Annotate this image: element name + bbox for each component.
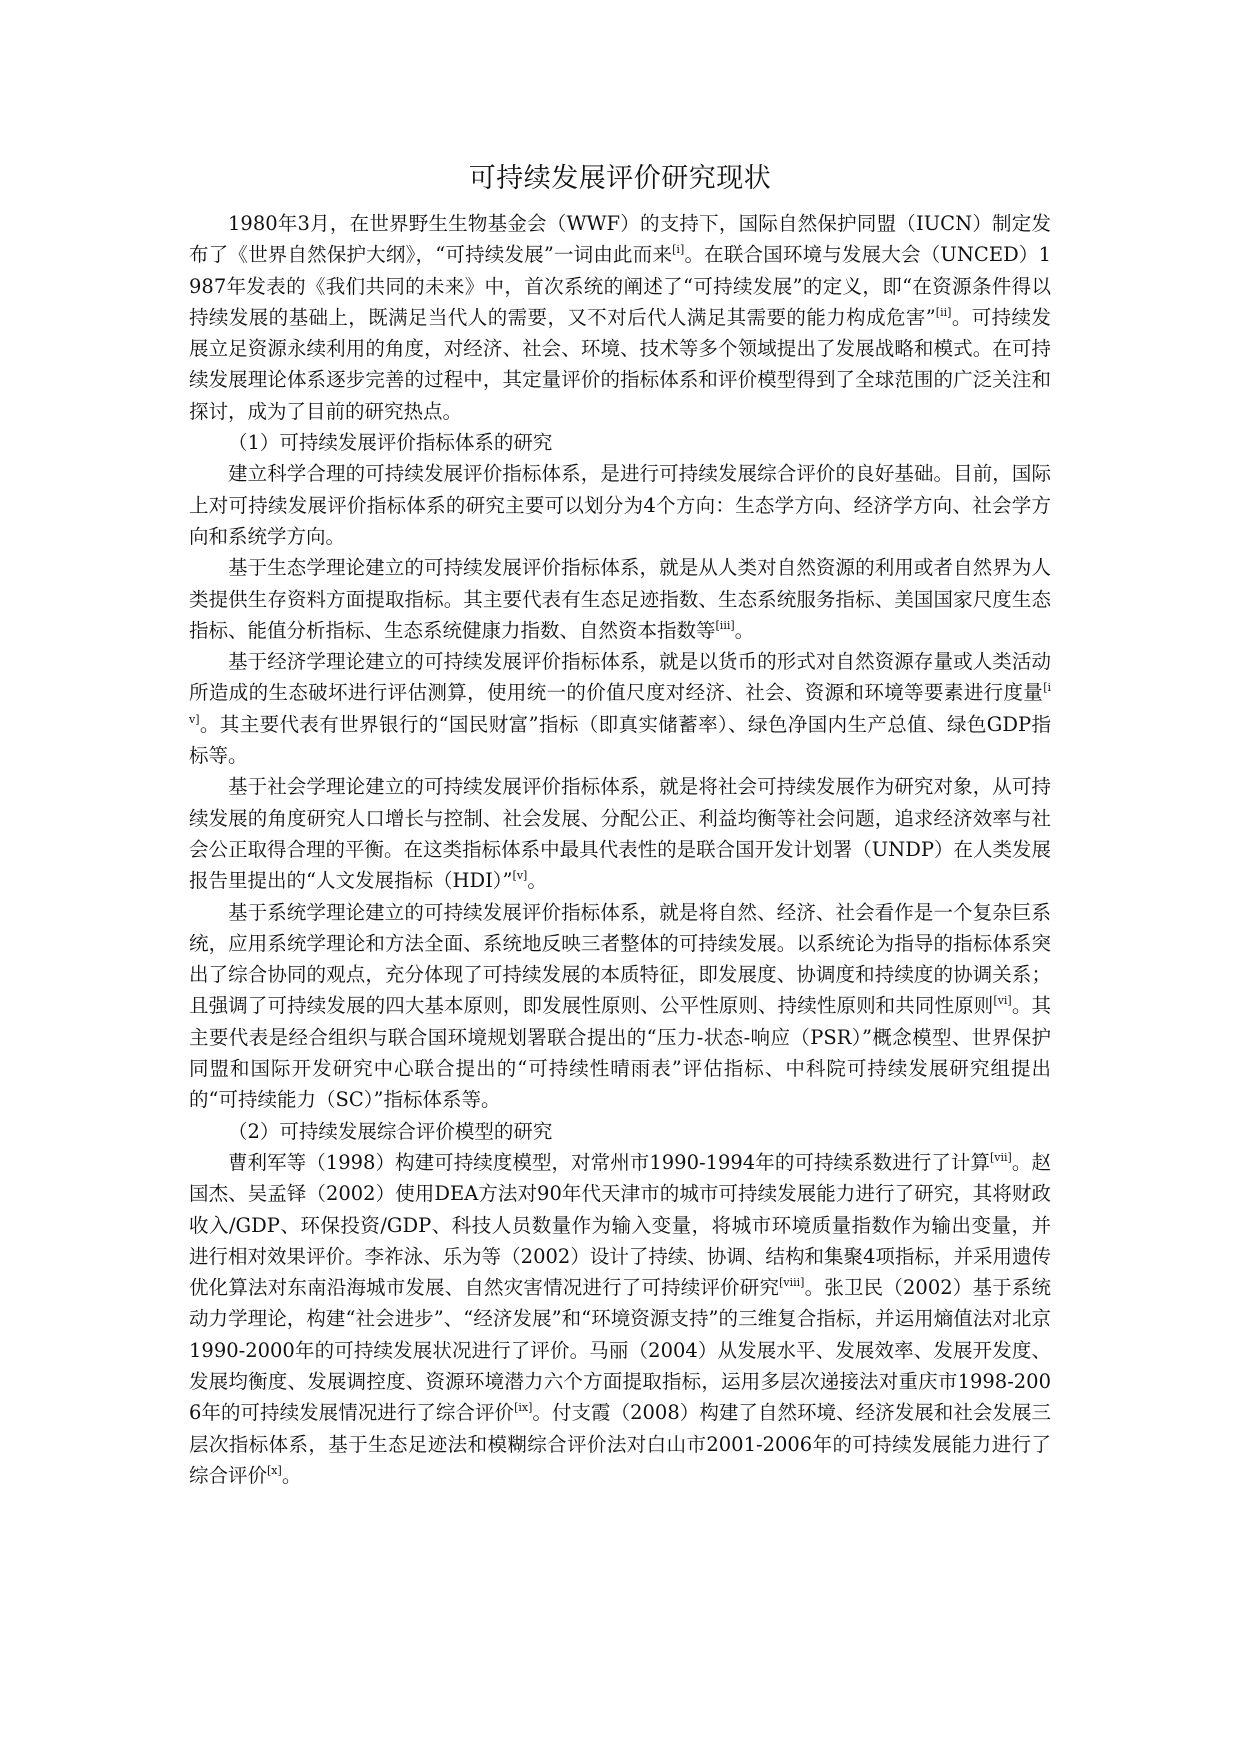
paragraph-text: 。	[281, 1463, 302, 1487]
citation-reference: [ix]	[514, 1401, 533, 1415]
citation-reference: [iii]	[715, 618, 735, 632]
paragraph-text: （2）可持续发展综合评价模型的研究	[228, 1119, 553, 1143]
paragraph-text: 基于生态学理论建立的可持续发展评价指标体系，就是从人类对自然资源的利用或者自然界为人类提供生存资料方面提取指标。其主要代表有生态足迹指数、生态系统服务指标、美国国家尺度生态指标、能值分析指标、生态系统健康力指数、自然资本指数等	[189, 556, 1051, 642]
paragraph-text: 。	[734, 618, 755, 642]
citation-reference: [v]	[512, 868, 528, 882]
document-blocks	[189, 208, 1051, 1491]
paragraph-text: 。	[527, 869, 547, 893]
section-heading	[189, 1116, 1051, 1147]
citation-reference: [viii]	[779, 1275, 805, 1289]
paragraph-text: 基于社会学理论建立的可持续发展评价指标体系，就是将社会可持续发展作为研究对象，从可持续发展的角度研究人口增长与控制、社会发展、分配公正、利益均衡等社会问题，追求经济效率与社会公正取得合理的平衡。在这类指标体系中最具代表性的是联合国开发计划署（UNDP）在人类发展报告里提出的“人文发展指标（HDI）”	[189, 775, 1051, 893]
paragraph-text: 基于系统学理论建立的可持续发展评价指标体系，就是将自然、经济、社会看作是一个复杂巨系统，应用系统学理论和方法全面、系统地反映三者整体的可持续发展。以系统论为指导的指标体系突出了综合协同的观点，充分体现了可持续发展的本质特征，即发展度、协调度和持续度的协调关系；且强调了可持续发展的四大基本原则，即发展性原则、公平性原则、持续性原则和共同性原则	[189, 900, 1051, 1018]
paragraph-text: 1980年3月，在世界野生生物基金会（WWF）的支持下，国际自然保护同盟（IUCN）制定发布了《世界自然保护大纲》，“可持续发展”一词由此而来	[189, 212, 1051, 267]
paragraph-text: 。赵国杰、吴孟铎（2002）使用DEA方法对90年代天津市的城市可持续发展能力进行了研究，其将财政收入/GDP、环保投资/GDP、科技人员数量作为输入变量，将城市环境质量指数作为输出变量，并进行相对效果评价。李祚泳、乐为等（2002）设计了持续、协调、结构和集聚4项指标，并采用遗传优化算法对东南沿海城市发展、自然灾害情况进行了可持续评价研究	[189, 1150, 1051, 1300]
body-paragraph	[189, 552, 1051, 646]
paragraph-text: 建立科学合理的可持续发展评价指标体系，是进行可持续发展综合评价的良好基础。目前，国际上对可持续发展评价指标体系的研究主要可以划分为4个方向：生态学方向、经济学方向、社会学方向和系统学方向。	[189, 462, 1051, 548]
paragraph-text: 。付支霞（2008）构建了自然环境、经济发展和社会发展三层次指标体系，基于生态足迹法和模糊综合评价法对白山市2001-2006年的可持续发展能力进行了综合评价	[189, 1401, 1051, 1487]
citation-reference: [x]	[267, 1463, 282, 1477]
body-paragraph	[189, 771, 1051, 896]
paragraph-text: 。张卫民（2002）基于系统动力学理论，构建“社会进步”、“经济发展”和“环境资源支持”的三维复合指标，并运用熵值法对北京1990-2000年的可持续发展状况进行了评价。马丽（2004）从发展水平、发展效率、发展开发度、发展均衡度、发展调控度、资源环境潜力六个方面提取指标，运用多层次递接法对重庆市1998-2006年的可持续发展情况进行了综合评价	[189, 1276, 1051, 1425]
paragraph-text: 曹利军等（1998）构建可持续度模型，对常州市1990-1994年的可持续系数进行了计算	[228, 1150, 991, 1174]
document-body	[189, 155, 1051, 1491]
body-paragraph	[189, 1147, 1051, 1491]
body-paragraph	[189, 897, 1051, 1116]
citation-reference: [ii]	[935, 305, 952, 319]
citation-reference: [i]	[672, 243, 685, 257]
citation-reference: [iv]	[189, 681, 1051, 726]
paragraph-text: 。在联合国环境与发展大会（UNCED）1987年发表的《我们共同的未来》中，首次系统的阐述了“可持续发展”的定义，即“在资源条件得以持续发展的基础上，既满足当代人的需要，又不对后代人满足其需要的能力构成危害”	[189, 243, 1051, 329]
body-paragraph	[189, 208, 1051, 427]
paragraph-text: 。可持续发展立足资源永续利用的角度，对经济、社会、环境、技术等多个领域提出了发展战略和模式。在可持续发展理论体系逐步完善的过程中，其定量评价的指标体系和评价模型得到了全球范围的广泛关注和探讨，成为了目前的研究热点。	[189, 305, 1051, 423]
paragraph-text: 。其主要代表有世界银行的“国民财富”指标（即真实储蓄率）、绿色净国内生产总值、绿色GDP指标等。	[189, 712, 1051, 768]
body-paragraph	[189, 458, 1051, 552]
paragraph-text: （1）可持续发展评价指标体系的研究	[228, 431, 553, 455]
citation-reference: [vii]	[990, 1150, 1012, 1164]
citation-reference: [vi]	[993, 994, 1012, 1008]
document-title: 可持续发展评价研究现状	[468, 163, 772, 194]
body-paragraph	[189, 646, 1051, 771]
paragraph-text: 基于经济学理论建立的可持续发展评价指标体系，就是以货币的形式对自然资源存量或人类活动所造成的生态破坏进行评估测算，使用统一的价值尺度对经济、社会、资源和环境等要素进行度量	[189, 650, 1051, 705]
paragraph-text: 。其主要代表是经合组织与联合国环境规划署联合提出的“压力-状态-响应（PSR）”概念模型、世界保护同盟和国际开发研究中心联合提出的“可持续性晴雨表”评估指标、中科院可持续发展研究组提出的“可持续能力（SC）”指标体系等。	[189, 994, 1051, 1112]
section-heading	[189, 427, 1051, 458]
